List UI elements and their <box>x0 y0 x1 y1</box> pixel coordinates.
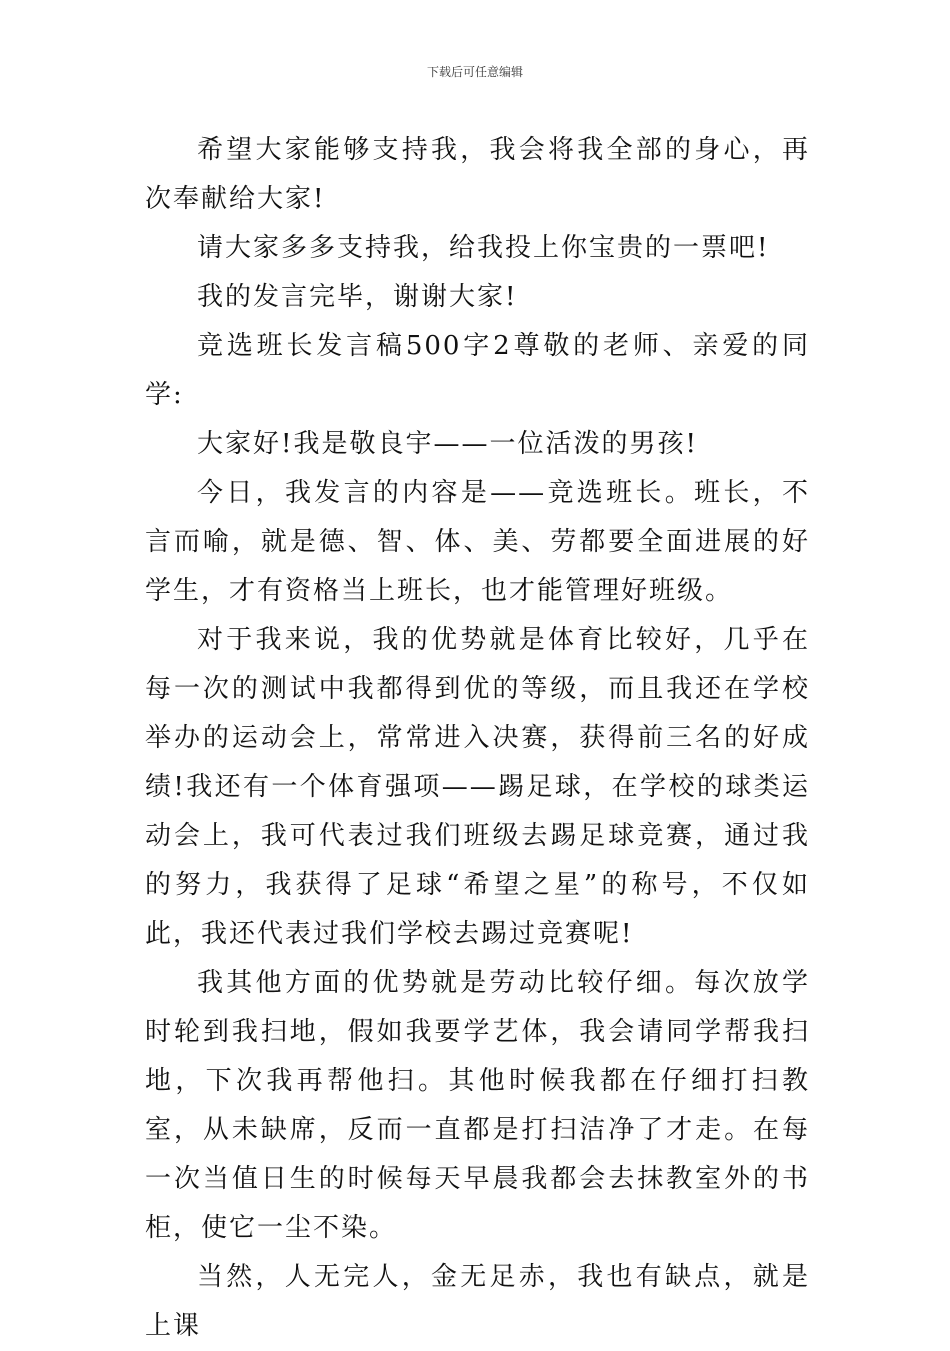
paragraph: 我其他方面的优势就是劳动比较仔细。每次放学时轮到我扫地，假如我要学艺体，我会请同学帮我扫地，下次我再帮他扫。其他时候我都在仔细打扫教室，从未缺席，反而一直都是打扫洁净了才走。在每一次当值日生的时候每天早晨我都会去抹教室外的书柜，使它一尘不染。 <box>145 968 810 1243</box>
paragraph: 大家好!我是敬良宇——一位活泼的男孩! <box>197 429 698 459</box>
paragraph: 今日，我发言的内容是——竞选班长。班长，不言而喻，就是德、智、体、美、劳都要全面进展的好学生，才有资格当上班长，也才能管理好班级。 <box>145 478 810 606</box>
paragraph: 当然，人无完人，金无足赤，我也有缺点，就是上课 <box>145 1262 810 1341</box>
paragraph: 竞选班长发言稿500字2尊敬的老师、亲爱的同学: <box>145 331 810 410</box>
paragraph: 希望大家能够支持我，我会将我全部的身心，再次奉献给大家! <box>145 135 810 214</box>
paragraph: 对于我来说，我的优势就是体育比较好，几乎在每一次的测试中我都得到优的等级，而且我还在学校举办的运动会上，常常进入决赛，获得前三名的好成绩!我还有一个体育强项——踢足球，在学校的球类运动会上，我可代表过我们班级去踢足球竞赛，通过我的努力，我获得了足球“希望之星”的称号，不仅如此，我还代表过我们学校去踢过竞赛呢! <box>145 625 810 949</box>
page-header: 下载后可任意编辑 <box>426 65 523 79</box>
paragraph: 请大家多多支持我，给我投上你宝贵的一票吧! <box>197 233 770 263</box>
document-body <box>145 126 810 1351</box>
paragraph: 我的发言完毕，谢谢大家! <box>197 282 518 312</box>
